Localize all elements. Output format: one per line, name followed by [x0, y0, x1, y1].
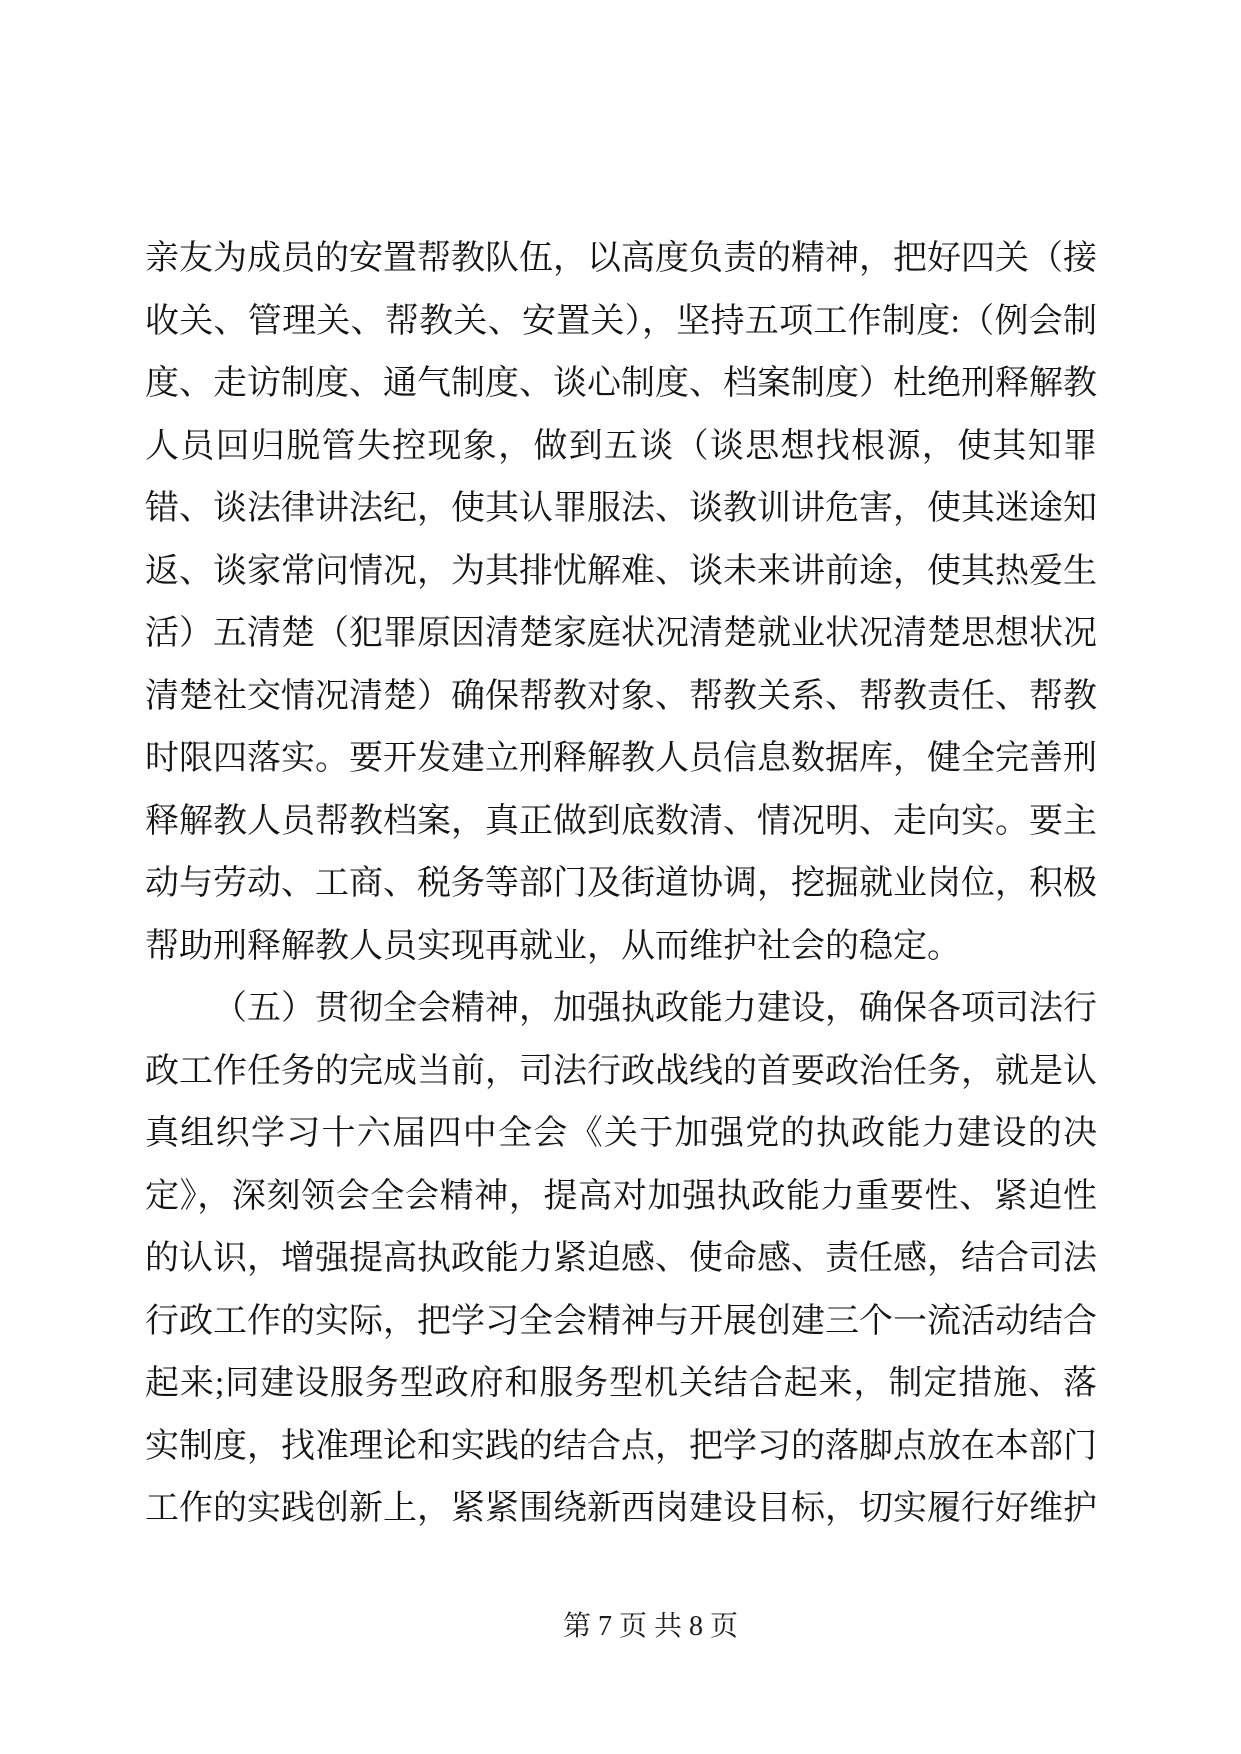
paragraph-continuation: 亲友为成员的安置帮教队伍，以高度负责的精神，把好四关（接收关、管理关、帮教关、安置关），坚持五项工作制度:（例会制度、走访制度、通气制度、谈心制度、档案制度）杜绝刑释解教人员回归脱管失控现象，做到五谈（谈思想找根源，使其知罪错、谈法律讲法纪，使其认罪服法、谈教训讲危害，使其迷途知返、谈家常问情况，为其排忧解难、谈未来讲前途，使其热爱生活）五清楚（犯罪原因清楚家庭状况清楚就业状况清楚思想状况清楚社交情况清楚）确保帮教对象、帮教关系、帮教责任、帮教时限四落实。要开发建立刑释解教人员信息数据库，健全完善刑释解教人员帮教档案，真正做到底数清、情况明、走向实。要主动与劳动、工商、税务等部门及街道协调，挖掘就业岗位，积极帮助刑释解教人员实现再就业，从而维护社会的稳定。 [145, 240, 1097, 965]
paragraph-section-five: （五）贯彻全会精神，加强执政能力建设，确保各项司法行政工作任务的完成当前，司法行政战线的首要政治任务，就是认真组织学习十六届四中全会《关于加强党的执政能力建设的决定》，深刻领会全会精神，提高对加强执政能力重要性、紧迫性的认识，增强提高执政能力紧迫感、使命感、责任感，结合司法行政工作的实际，把学习全会精神与开展创建三个一流活动结合起来;同建设服务型政府和服务型机关结合起来，制定措施、落实制度，找准理论和实践的结合点，把学习的落脚点放在本部门工作的实践创新上，紧紧围绕新西岗建设目标，切实履行好维护 [145, 990, 1097, 1527]
document-body [145, 228, 1097, 1541]
page-footer [30, 1610, 1241, 1644]
page-number-text: 第 7 页 共 8 页 [562, 1611, 738, 1642]
